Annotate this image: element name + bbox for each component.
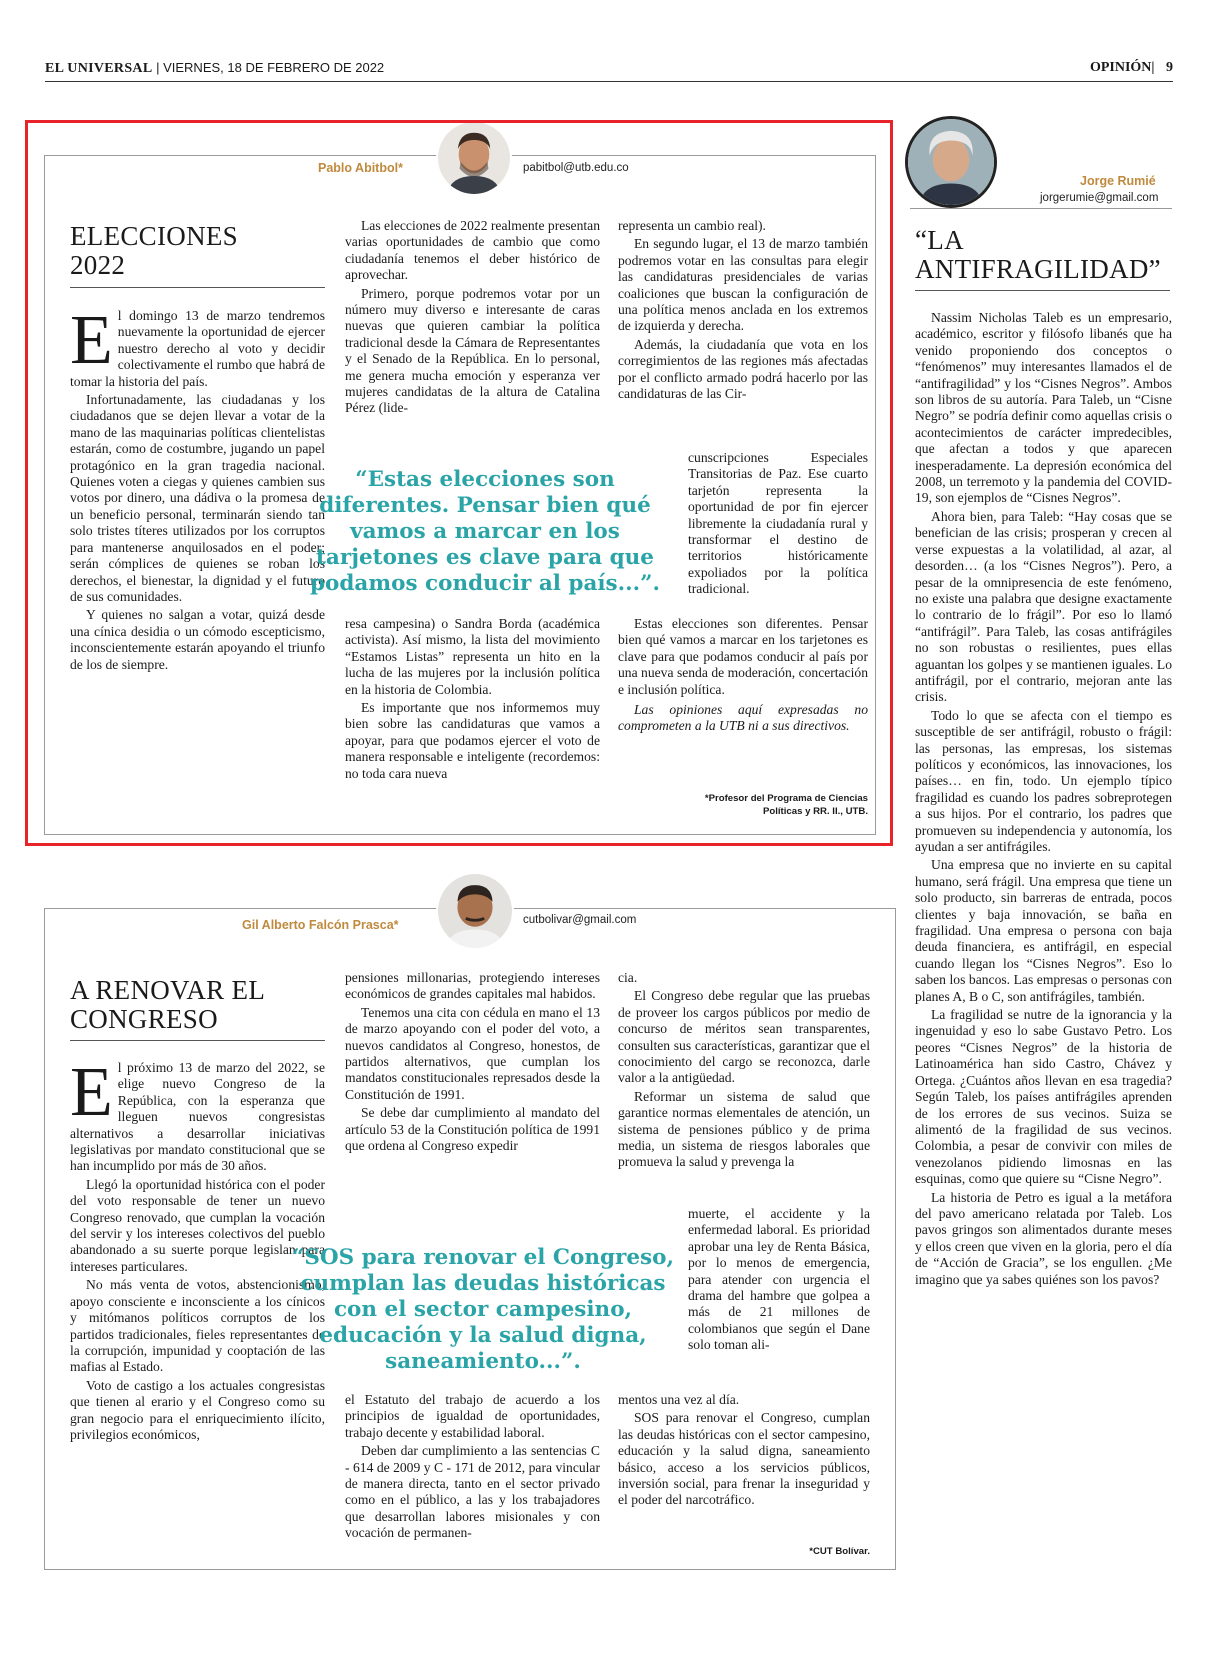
portrait-icon [438, 874, 512, 948]
paragraph: Además, la ciudadanía que vota en los corregimientos de las regiones más afectadas por el conflicto armado podrá hacerlo por las candidaturas de las Cir- [618, 336, 868, 402]
paragraph: Llegó la oportunidad histórica con el poder del voto responsable de tener un nuevo Congreso renovado, que cumplan la vocación del servir y los intereses colectivos del pueblo abandonado a su suerte porque legislan para intereses particulares. [70, 1176, 325, 1274]
header-left [45, 60, 384, 77]
author-footnote: *CUT Bolívar. [809, 1546, 870, 1557]
paragraph: Y quienes no salgan a votar, quizá desde una cínica desidia o un cómodo escepticismo, inconscientemente estarán apoyando el triunfo de los de siempre. [70, 607, 325, 672]
author-photo-gil-alberto-falcon [436, 872, 514, 950]
paragraph: La fragilidad se nutre de la ignorancia y la ingenuidad y eso lo sabe Gustavo Petro. Los peores “Cisnes Negros” de la historia de Latinoamérica han sido Castro, Chávez y Ortega. ¿Cuántos años llevan en esa tragedia? Según Taleb, los países antifrágiles aprenden de los errores de sus vecinos. Suiza se alimentó de la fragilidad de sus vecinos. Colombia, a pesar de convivir con miles de venezolanos pidiendo limosnas en las esquinas, como que quiere su “Cisne Negro”. [915, 1007, 1172, 1187]
paragraph: Una empresa que no invierte en su capital humano, será frágil. Una empresa que tiene un solo producto, sin barreras de entrada, pocos clientes y baja innovación, se baña en fragilidad. Una empresa o persona con baja deuda financiera, es antifrágil, en especial cuando llegan los “Cisnes Negros”. Eso lo saben los bancos. Las empresas o personas con planes A, B o C, son antifrágiles, también. [915, 857, 1172, 1004]
paragraph: cunscripciones Especiales Transitorias de Paz. Ese cuarto tarjetón representa la oportunidad de por fin ejercer libremente la ciudadanía rural y transformar el destino de territorios históricamente expoliados por la política tradicional. [688, 450, 868, 597]
paragraph: No más venta de votos, abstencionismo, apoyo consciente e inconsciente a los cínicos y mitómanos políticos corruptos de los partidos tradicionales, fieles representantes de la corrupción, impunidad y cooptación de las mafias al Estado. [70, 1277, 325, 1375]
paragraph: representa un cambio real). [618, 218, 766, 233]
author-name: Gil Alberto Falcón Prasca* [242, 918, 399, 932]
headline-line: 2022 [70, 250, 126, 280]
author-email: pabitbol@utb.edu.co [523, 162, 629, 174]
paragraph: Nassim Nicholas Taleb es un empresario, académico, escritor y filósofo libanés que ha venido proponiendo dos conceptos o “fenómenos” muy interesantes llamados el de “antifragilidad” y los “Cisnes Negros”. Ambos son libros de su autoría. Para Taleb, un “Cisne Negro” se podría definir como aquellas crisis o acontecimientos de carácter impredecibles, que afectan a todos y que aparecen inesperadamente. La depresión económica del 2008, un terremoto y la pandemia del COVID-19, son ejemplos de “Cisnes Negros”. [915, 310, 1172, 506]
author-name: Jorge Rumié [1080, 174, 1156, 188]
paragraph: Todo lo que se afecta con el tiempo es susceptible de ser antifrágil, robusto o frágil: las personas, las empresas, los sistemas políticos y económicos, las innovaciones, los países… en fin, todo. Un ejemplo típico fragilidad es cuando los padres sobreprotegen a sus hijos. Por el contrario, los padres que promueven su independencia y autonomía, los ayudan a ser antifrágiles. [915, 707, 1172, 854]
paragraph: SOS para renovar el Congreso, cumplan las deudas históricas con el sector campesino, educación y la salud digna, saneamiento básico, acceso a los servicios públicos, inversión social, para frenar la inseguridad y el poder del narcotráfico. [618, 1410, 870, 1508]
paragraph: Tenemos una cita con cédula en mano el 13 de marzo apoyando con el poder del voto, a nuevos candidatos al Congreso, honestos, de partidos alternativos, que cumplan los mandatos constitucionales represados desde la Constitución de 1991. [345, 1004, 600, 1102]
paragraph: muerte, el accidente y la enfermedad laboral. Es prioridad aprobar una ley de Renta Básica, por lo menos de emergencia, para atender con urgencia el drama del hambre que golpea a más de 21 millones de colombianos que según el Dane solo toman ali- [688, 1206, 870, 1353]
author-email: jorgerumie@gmail.com [1040, 192, 1159, 204]
drop-cap: E [70, 308, 113, 379]
author-photo-jorge-rumie [905, 116, 997, 208]
headline-line: A RENOVAR EL [70, 975, 266, 1005]
paragraph: Primero, porque podremos votar por un número muy diverso e interesante de caras nuevas que quieren cambiar la política tradicional desde la Cámara de Representantes y el Senado de la República. En lo personal, me genera mucha emoción y esperanza ver mujeres candidatas de la altura de Catalina Pérez (lide- [345, 285, 600, 416]
paragraph: cia. [618, 970, 638, 985]
paragraph: El próximo 13 de marzo del 2022, se elige nuevo Congreso de la República, con la esperanza que lleguen nuevos congresistas alternativos a desarrollar iniciativas legislativas por mandato constitucional que se han incumplido por más de 30 años. [70, 1060, 325, 1174]
paragraph: mentos una vez al día. [618, 1392, 740, 1407]
header-right [1090, 60, 1173, 76]
byline-divider [910, 208, 1172, 209]
pull-quote: “SOS para renovar el Congreso, cumplan las deudas históricas con el sector campesino, educación y la salud digna, saneamiento...”. [292, 1245, 674, 1374]
footnote-line: *Profesor del Programa de Ciencias [704, 793, 868, 804]
paragraph: La historia de Petro es igual a la metáfora del pavo americano relatada por Taleb. Los pavos gringos son alimentados durante meses y ellos creen que viven en la gloria, pero el día de “Acción de Gracia”, se los engullen. ¿Me imagino que ya sabes quiénes son los pavos? [915, 1189, 1172, 1287]
paragraph: Voto de castigo a los actuales congresistas que tienen al erario y el Congreso como su gran negocio para el enriquecimiento ilícito, privilegios económicos, [70, 1377, 325, 1442]
newspaper-name: EL UNIVERSAL [45, 61, 153, 76]
paragraph: el Estatuto del trabajo de acuerdo a los principios de igualdad de oportunidades, trabajo decente y estabilidad laboral. [345, 1392, 600, 1440]
paragraph: Las elecciones de 2022 realmente presentan varias oportunidades de cambio que como ciudadanía tenemos el deber histórico de aprovechar. [345, 218, 600, 283]
paragraph: Estas elecciones son diferentes. Pensar bien qué vamos a marcar en los tarjetones es clave para que podamos conducir al país por una nueva senda de moderación, concertación e inclusión política. [618, 616, 868, 697]
drop-cap: E [70, 1060, 113, 1131]
footnote-line: Políticas y RR. II., UTB. [762, 806, 868, 817]
pull-quote: “Estas elecciones son diferentes. Pensar bien qué vamos a marcar en los tarjetones es clave para que podamos conducir al país...”. [310, 467, 660, 596]
article-column-2-top [345, 970, 600, 1210]
paragraph: Se debe dar cumplimiento al mandato del artículo 53 de la Constitución política de 1991 que ordena al Congreso expedir [345, 1105, 600, 1154]
author-name: Pablo Abitbol* [318, 161, 403, 175]
author-email: cutbolivar@gmail.com [523, 914, 637, 926]
article-column-3-wrap [688, 1206, 870, 1392]
page-number: 9 [1166, 60, 1173, 75]
disclaimer: Las opiniones aquí expresadas no comprometen a la UTB ni a sus directivos. [618, 702, 868, 734]
highlight-frame [25, 120, 893, 846]
headline-line: ELECCIONES [70, 221, 238, 251]
paragraph: Es importante que nos informemos muy bien sobre las candidaturas que vamos a apoyar, para que podamos ejercer el voto de manera responsable e inteligente (recordemos: no toda cara nueva [345, 700, 600, 781]
article-column-3-bottom [618, 1392, 870, 1542]
article-column-2-bottom [345, 1392, 600, 1552]
paragraph: Infortunadamente, las ciudadanas y los ciudadanos que se dejen llevar a votar de la mano de las maquinarias políticas clientelistas estarán, como de costumbre, jugando un papel protagónico en la gran tragedia nacional. Quienes voten a ciegas y quienes cambien sus votos por dinero, una dádiva o la promesa de un beneficio personal, terminarán siendo tan solo tristes títeres utilizados por los corruptos para mantenerse anquilosados en el poder; serán cómplices de quienes se roban los derechos, el bienestar, la dignidad y el futuro de sus comunidades. [70, 392, 325, 604]
paragraph: El Congreso debe regular que las pruebas de proveer los cargos públicos por medio de concurso de méritos sean transparentes, consulten sus características, garantizar que el conocimiento del cargo se reconozca, darle valor a la antigüedad. [618, 988, 870, 1086]
article-column-3-top [618, 970, 870, 1206]
section-name: OPINIÓN| [1089, 60, 1155, 75]
article-headline [915, 226, 1175, 284]
paragraph: pensiones millonarias, protegiendo intereses económicos de grandes capitales mal habidos. [345, 970, 600, 1002]
paragraph: En segundo lugar, el 13 de marzo también podremos votar en las consultas para elegir las candidaturas presidenciales de varias coaliciones que buscan la configuración de una política menos anclada en los extremos de izquierda y derecha. [618, 236, 868, 334]
headline-line: CONGRESO [70, 1004, 218, 1034]
headline-divider [70, 1040, 325, 1041]
headline-line: “LA [915, 225, 964, 255]
headline-line: ANTIFRAGILIDAD” [915, 254, 1161, 284]
article-column-1 [70, 1060, 325, 1550]
article-headline [70, 976, 330, 1034]
paragraph: Reformar un sistema de salud que garantice normas elementales de atención, un sistema de pensiones público y de prima media, un sistema de riesgos laborales que promueva la salud y prevenga la [618, 1088, 870, 1170]
paragraph: Ahora bien, para Taleb: “Hay cosas que se benefician de las crisis; prosperan y crecen al verse expuestas a la volatilidad, al azar, al desorden… (a los “Cisnes Negros”). Pero, a pesar de la omnipresencia de este fenómeno, no existe una palabra que designe exactamente lo contrario de lo frágil”. Por eso lo llamó “antifrágil”. Para Taleb, las cosas antifrágiles no son robustas o resilientes, pues ellas aguantan los golpes y se mantienen iguales. Lo antifrágil, por el contrario, mejoran ante las crisis. [915, 508, 1172, 705]
issue-date: | VIERNES, 18 DE FEBRERO DE 2022 [156, 60, 385, 75]
paragraph: resa campesina) o Sandra Borda (académica activista). Así mismo, la lista del movimiento “Estamos Listas” representa un hito en la lucha de las mujeres por la inclusión política en la historia de Colombia. [345, 616, 600, 697]
paragraph: El domingo 13 de marzo tendremos nuevamente la oportunidad de ejercer nuestro derecho al voto y decidir colectivamente el rumbo que habrá de tomar la historia del país. [70, 308, 325, 389]
article-body [915, 310, 1172, 1652]
page-header [45, 60, 1173, 82]
portrait-icon [908, 119, 994, 205]
paragraph: Deben dar cumplimiento a las sentencias C - 614 de 2009 y C - 171 de 2012, para vincular de manera directa, tanto en el sector privado como en el público, a las y los trabajadores que desarrollan labores misionales y con vocación de permanen- [345, 1443, 600, 1541]
headline-divider [915, 290, 1170, 291]
